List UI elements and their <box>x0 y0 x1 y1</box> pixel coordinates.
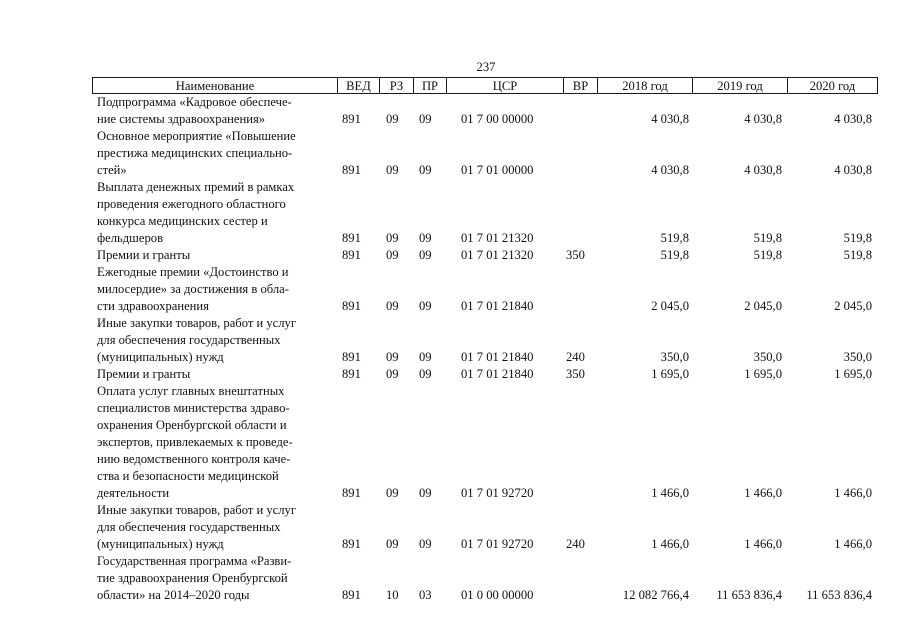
cell-rz: 09 <box>386 299 399 313</box>
table-row <box>92 502 878 553</box>
cell-y2020: 350,0 <box>843 350 872 364</box>
cell-csr: 01 7 01 92720 <box>461 537 534 551</box>
cell-ved: 891 <box>342 299 361 313</box>
cell-ved: 891 <box>342 231 361 245</box>
cell-pr: 09 <box>419 248 432 262</box>
cell-y2020: 1 466,0 <box>834 537 872 551</box>
cell-rz: 09 <box>386 231 399 245</box>
cell-y2020: 519,8 <box>843 248 872 262</box>
header-vr: ВР <box>564 78 598 93</box>
cell-rz: 09 <box>386 367 399 381</box>
row-name-line: Премии и гранты <box>97 367 191 381</box>
row-name-line: Выплата денежных премий в рамках <box>97 180 295 194</box>
row-name-line: для обеспечения государственных <box>97 520 281 534</box>
cell-pr: 09 <box>419 231 432 245</box>
cell-csr: 01 7 01 21840 <box>461 367 534 381</box>
header-2019: 2019 год <box>693 78 788 93</box>
header-2020: 2020 год <box>809 79 856 93</box>
row-name-line: стей» <box>97 163 127 177</box>
cell-pr: 09 <box>419 112 432 126</box>
cell-y2018: 2 045,0 <box>651 299 689 313</box>
cell-rz: 09 <box>386 248 399 262</box>
header-name: Наименование <box>93 78 338 93</box>
cell-y2018: 519,8 <box>660 248 689 262</box>
row-name-line: нию ведомственного контроля каче- <box>97 452 291 466</box>
table-row <box>92 383 878 502</box>
cell-ved: 891 <box>342 248 361 262</box>
row-name-line: Иные закупки товаров, работ и услуг <box>97 316 297 330</box>
cell-pr: 09 <box>419 486 432 500</box>
row-name-line: сти здравоохранения <box>97 299 209 313</box>
row-name-line: фельдшеров <box>97 231 164 245</box>
cell-rz: 09 <box>386 112 399 126</box>
header-rz: РЗ <box>380 78 414 93</box>
cell-y2020: 1 466,0 <box>834 486 872 500</box>
row-name-line: Ежегодные премии «Достоинство и <box>97 265 289 279</box>
cell-y2018: 519,8 <box>660 231 689 245</box>
cell-rz: 09 <box>386 163 399 177</box>
row-name-line: специалистов министерства здраво- <box>97 401 290 415</box>
table-row <box>92 553 878 604</box>
cell-y2020: 2 045,0 <box>834 299 872 313</box>
row-name-line: Оплата услуг главных внештатных <box>97 384 285 398</box>
header-pr: ПР <box>414 78 447 93</box>
cell-y2018: 1 695,0 <box>651 367 689 381</box>
cell-ved: 891 <box>342 588 361 602</box>
cell-y2019: 4 030,8 <box>744 112 782 126</box>
cell-pr: 09 <box>419 537 432 551</box>
cell-y2020: 1 695,0 <box>834 367 872 381</box>
cell-ved: 891 <box>342 350 361 364</box>
row-name-line: тие здравоохранения Оренбургской <box>97 571 288 585</box>
row-name-line: Иные закупки товаров, работ и услуг <box>97 503 297 517</box>
row-name-line: (муниципальных) нужд <box>97 537 224 551</box>
cell-ved: 891 <box>342 163 361 177</box>
cell-y2018: 1 466,0 <box>651 537 689 551</box>
cell-ved: 891 <box>342 537 361 551</box>
header-csr: ЦСР <box>447 78 564 93</box>
table-row <box>92 366 878 383</box>
header-2018: 2018 год <box>598 78 693 93</box>
cell-csr: 01 0 00 00000 <box>461 588 534 602</box>
cell-rz: 09 <box>386 350 399 364</box>
cell-csr: 01 7 01 92720 <box>461 486 534 500</box>
header-ved: ВЕД <box>338 78 380 93</box>
cell-y2019: 519,8 <box>753 248 782 262</box>
cell-ved: 891 <box>342 486 361 500</box>
cell-y2019: 519,8 <box>753 231 782 245</box>
cell-y2020: 11 653 836,4 <box>806 588 872 602</box>
row-name-line: охранения Оренбургской области и <box>97 418 287 432</box>
table-row <box>92 94 878 128</box>
table-row <box>92 247 878 264</box>
cell-csr: 01 7 01 21320 <box>461 231 534 245</box>
row-name-line: конкурса медицинских сестер и <box>97 214 268 228</box>
cell-y2018: 12 082 766,4 <box>622 588 689 602</box>
cell-csr: 01 7 01 21840 <box>461 299 534 313</box>
page-number: 237 <box>476 60 496 74</box>
cell-vr: 350 <box>566 367 585 381</box>
budget-table <box>92 77 878 602</box>
cell-pr: 03 <box>419 588 432 602</box>
cell-y2019: 4 030,8 <box>744 163 782 177</box>
cell-ved: 891 <box>342 367 361 381</box>
row-name-line: проведения ежегодного областного <box>97 197 286 211</box>
cell-y2020: 4 030,8 <box>834 163 872 177</box>
cell-rz: 10 <box>386 588 399 602</box>
cell-pr: 09 <box>419 163 432 177</box>
table-row <box>92 264 878 315</box>
cell-pr: 09 <box>419 350 432 364</box>
table-header <box>92 77 878 94</box>
cell-y2018: 4 030,8 <box>651 163 689 177</box>
row-name-line: милосердие» за достижения в обла- <box>97 282 289 296</box>
cell-pr: 09 <box>419 367 432 381</box>
cell-y2019: 350,0 <box>753 350 782 364</box>
cell-csr: 01 7 01 00000 <box>461 163 534 177</box>
cell-y2019: 2 045,0 <box>744 299 782 313</box>
table-body <box>92 94 878 604</box>
cell-rz: 09 <box>386 537 399 551</box>
row-name-line: Основное мероприятие «Повышение <box>97 129 296 143</box>
row-name-line: ние системы здравоохранения» <box>97 112 266 126</box>
cell-y2018: 1 466,0 <box>651 486 689 500</box>
cell-ved: 891 <box>342 112 361 126</box>
row-name-line: ства и безопасности медицинской <box>97 469 279 483</box>
cell-y2019: 11 653 836,4 <box>716 588 782 602</box>
row-name-line: Подпрограмма «Кадровое обеспече- <box>97 95 292 109</box>
cell-rz: 09 <box>386 486 399 500</box>
cell-y2019: 1 466,0 <box>744 537 782 551</box>
cell-vr: 240 <box>566 350 585 364</box>
table-row <box>92 179 878 247</box>
row-name-line: для обеспечения государственных <box>97 333 281 347</box>
row-name-line: деятельности <box>97 486 170 500</box>
row-name-line: Премии и гранты <box>97 248 191 262</box>
cell-csr: 01 7 01 21320 <box>461 248 534 262</box>
cell-csr: 01 7 01 21840 <box>461 350 534 364</box>
cell-y2019: 1 695,0 <box>744 367 782 381</box>
cell-pr: 09 <box>419 299 432 313</box>
row-name-line: Государственная программа «Разви- <box>97 554 292 568</box>
row-name-line: экспертов, привлекаемых к проведе- <box>97 435 293 449</box>
row-name-line: престижа медицинских специально- <box>97 146 293 160</box>
table-row <box>92 128 878 179</box>
row-name-line: (муниципальных) нужд <box>97 350 224 364</box>
cell-y2019: 1 466,0 <box>744 486 782 500</box>
table-row <box>92 315 878 366</box>
cell-y2020: 4 030,8 <box>834 112 872 126</box>
cell-vr: 350 <box>566 248 585 262</box>
cell-y2020: 519,8 <box>843 231 872 245</box>
cell-vr: 240 <box>566 537 585 551</box>
cell-csr: 01 7 00 00000 <box>461 112 534 126</box>
cell-y2018: 4 030,8 <box>651 112 689 126</box>
row-name-line: области» на 2014–2020 годы <box>97 588 250 602</box>
cell-y2018: 350,0 <box>660 350 689 364</box>
